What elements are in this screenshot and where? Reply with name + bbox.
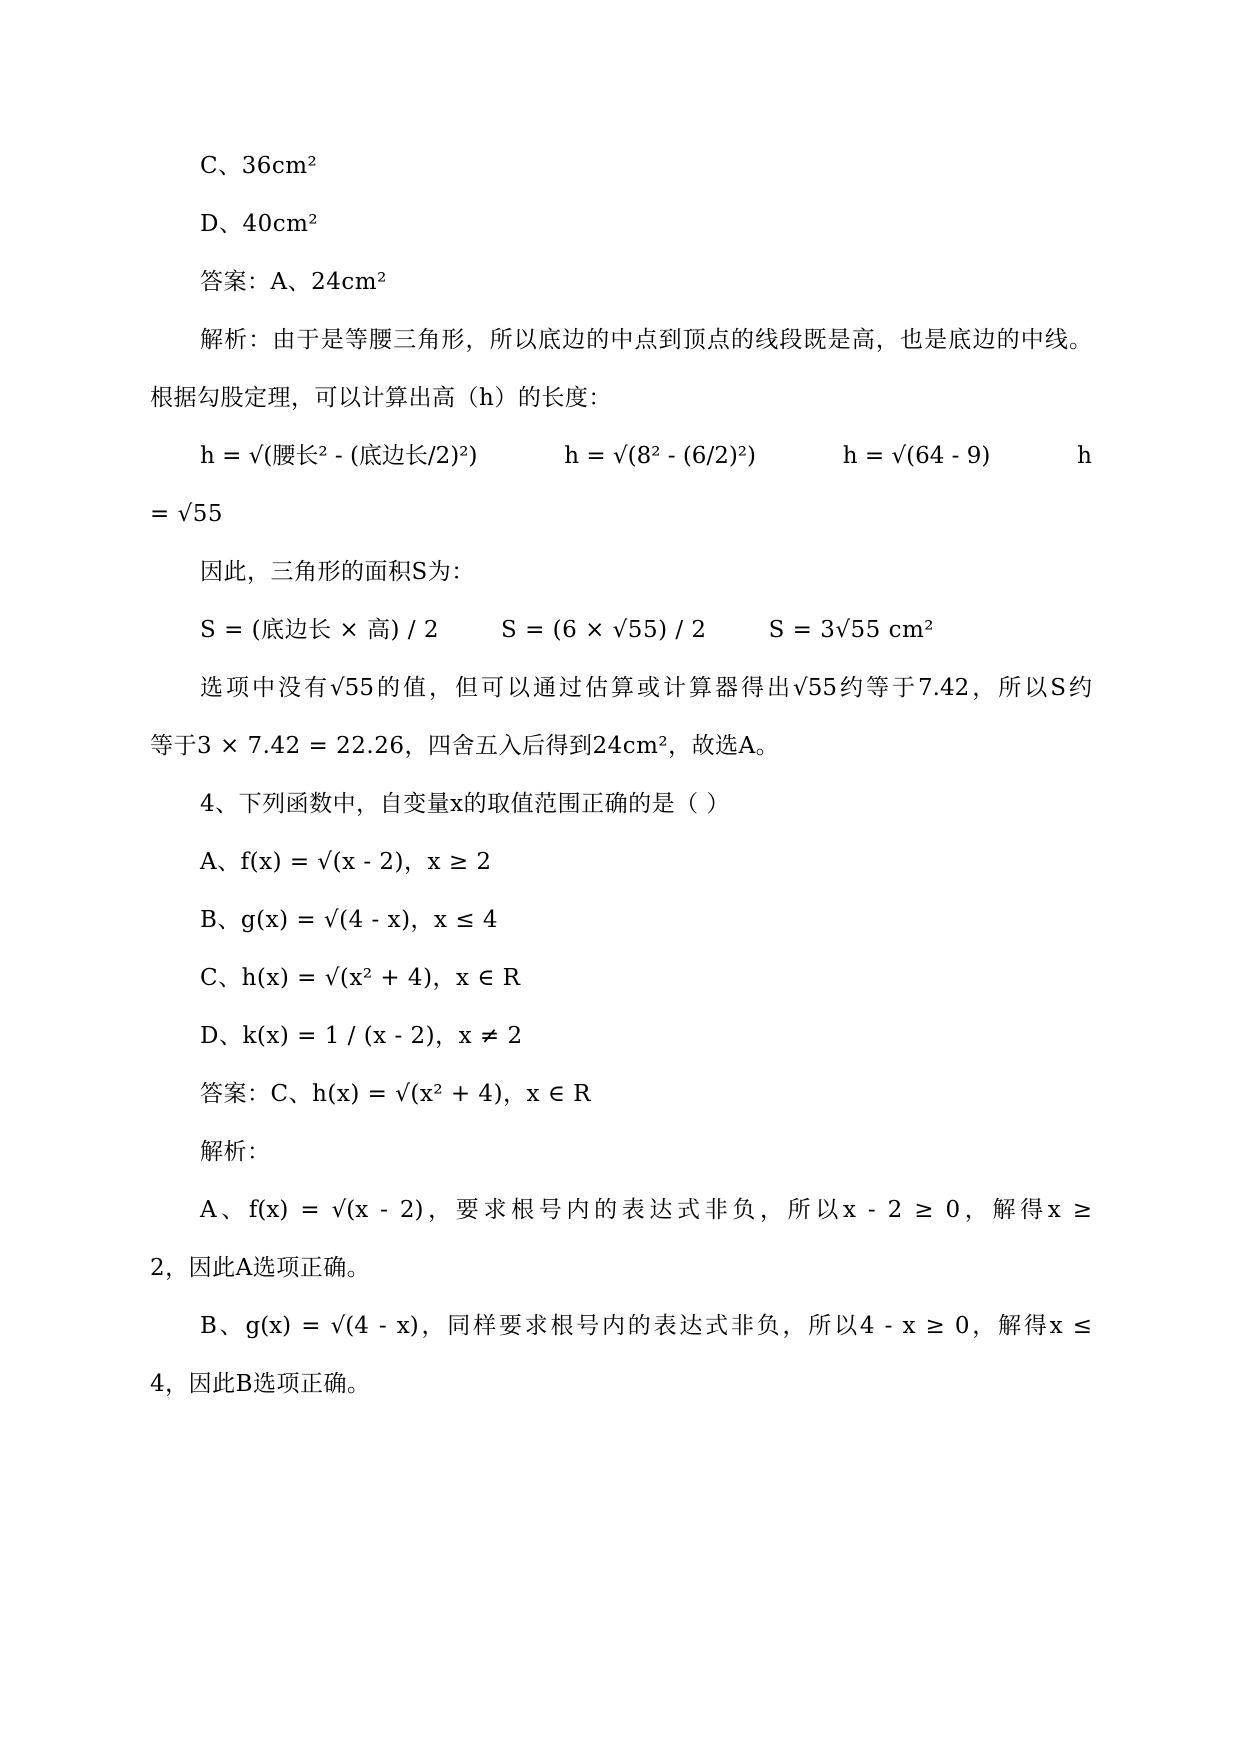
q4-option-c: C、h(x) = √(x² + 4)，x ∈ R [200,965,521,991]
option-c-line: C、36cm² [200,153,318,179]
q4-option-a: A、f(x) = √(x - 2)，x ≥ 2 [200,849,492,875]
q4-option-d: D、k(x) = 1 / (x - 2)，x ≠ 2 [200,1023,523,1049]
height-formula-part2: h = √(8² - (6/2)²) [564,443,756,469]
height-formula-part4: h [1077,443,1092,469]
area-formula-part2: S = (6 × √55) / 2 [501,617,707,643]
estimate-line-2: 等于3 × 7.42 = 22.26，四舍五入后得到24cm²，故选A。 [150,733,780,759]
q4-analysis-a-line-2: 2，因此A选项正确。 [150,1255,371,1281]
q4-analysis-heading: 解析： [200,1139,271,1165]
area-intro-line: 因此，三角形的面积S为： [200,559,475,585]
area-formula-row [200,615,934,645]
answer-line-q3: 答案：A、24cm² [200,269,387,295]
height-formula-part3: h = √(64 - 9) [842,443,991,469]
analysis-line-q3-2: 根据勾股定理，可以计算出高（h）的长度： [150,385,612,411]
option-d-line: D、40cm² [200,211,319,237]
q4-analysis-b-line-2: 4，因此B选项正确。 [150,1371,371,1397]
height-formula-row [200,441,1092,471]
question-4-line: 4、下列函数中，自变量x的取值范围正确的是（ ） [200,791,730,817]
q4-analysis-a-line-1: A、f(x) = √(x - 2)，要求根号内的表达式非负，所以x - 2 ≥ 0，解得x ≥ [200,1197,1092,1223]
height-formula-part1: h = √(腰长² - (底边长/2)²) [200,443,478,469]
analysis-line-q3-1: 解析：由于是等腰三角形，所以底边的中点到顶点的线段既是高，也是底边的中线。 [200,327,1092,353]
area-formula-part3: S = 3√55 cm² [768,617,934,643]
q4-answer-line: 答案：C、h(x) = √(x² + 4)，x ∈ R [200,1081,591,1107]
height-formula-continuation: = √55 [150,501,224,527]
area-formula-part1: S = (底边长 × 高) / 2 [200,617,439,643]
estimate-line-1: 选项中没有√55的值，但可以通过估算或计算器得出√55约等于7.42，所以S约 [200,675,1092,701]
q4-analysis-b-line-1: B、g(x) = √(4 - x)，同样要求根号内的表达式非负，所以4 - x ≥ 0，解得x ≤ [200,1313,1092,1339]
q4-option-b: B、g(x) = √(4 - x)，x ≤ 4 [200,907,499,933]
